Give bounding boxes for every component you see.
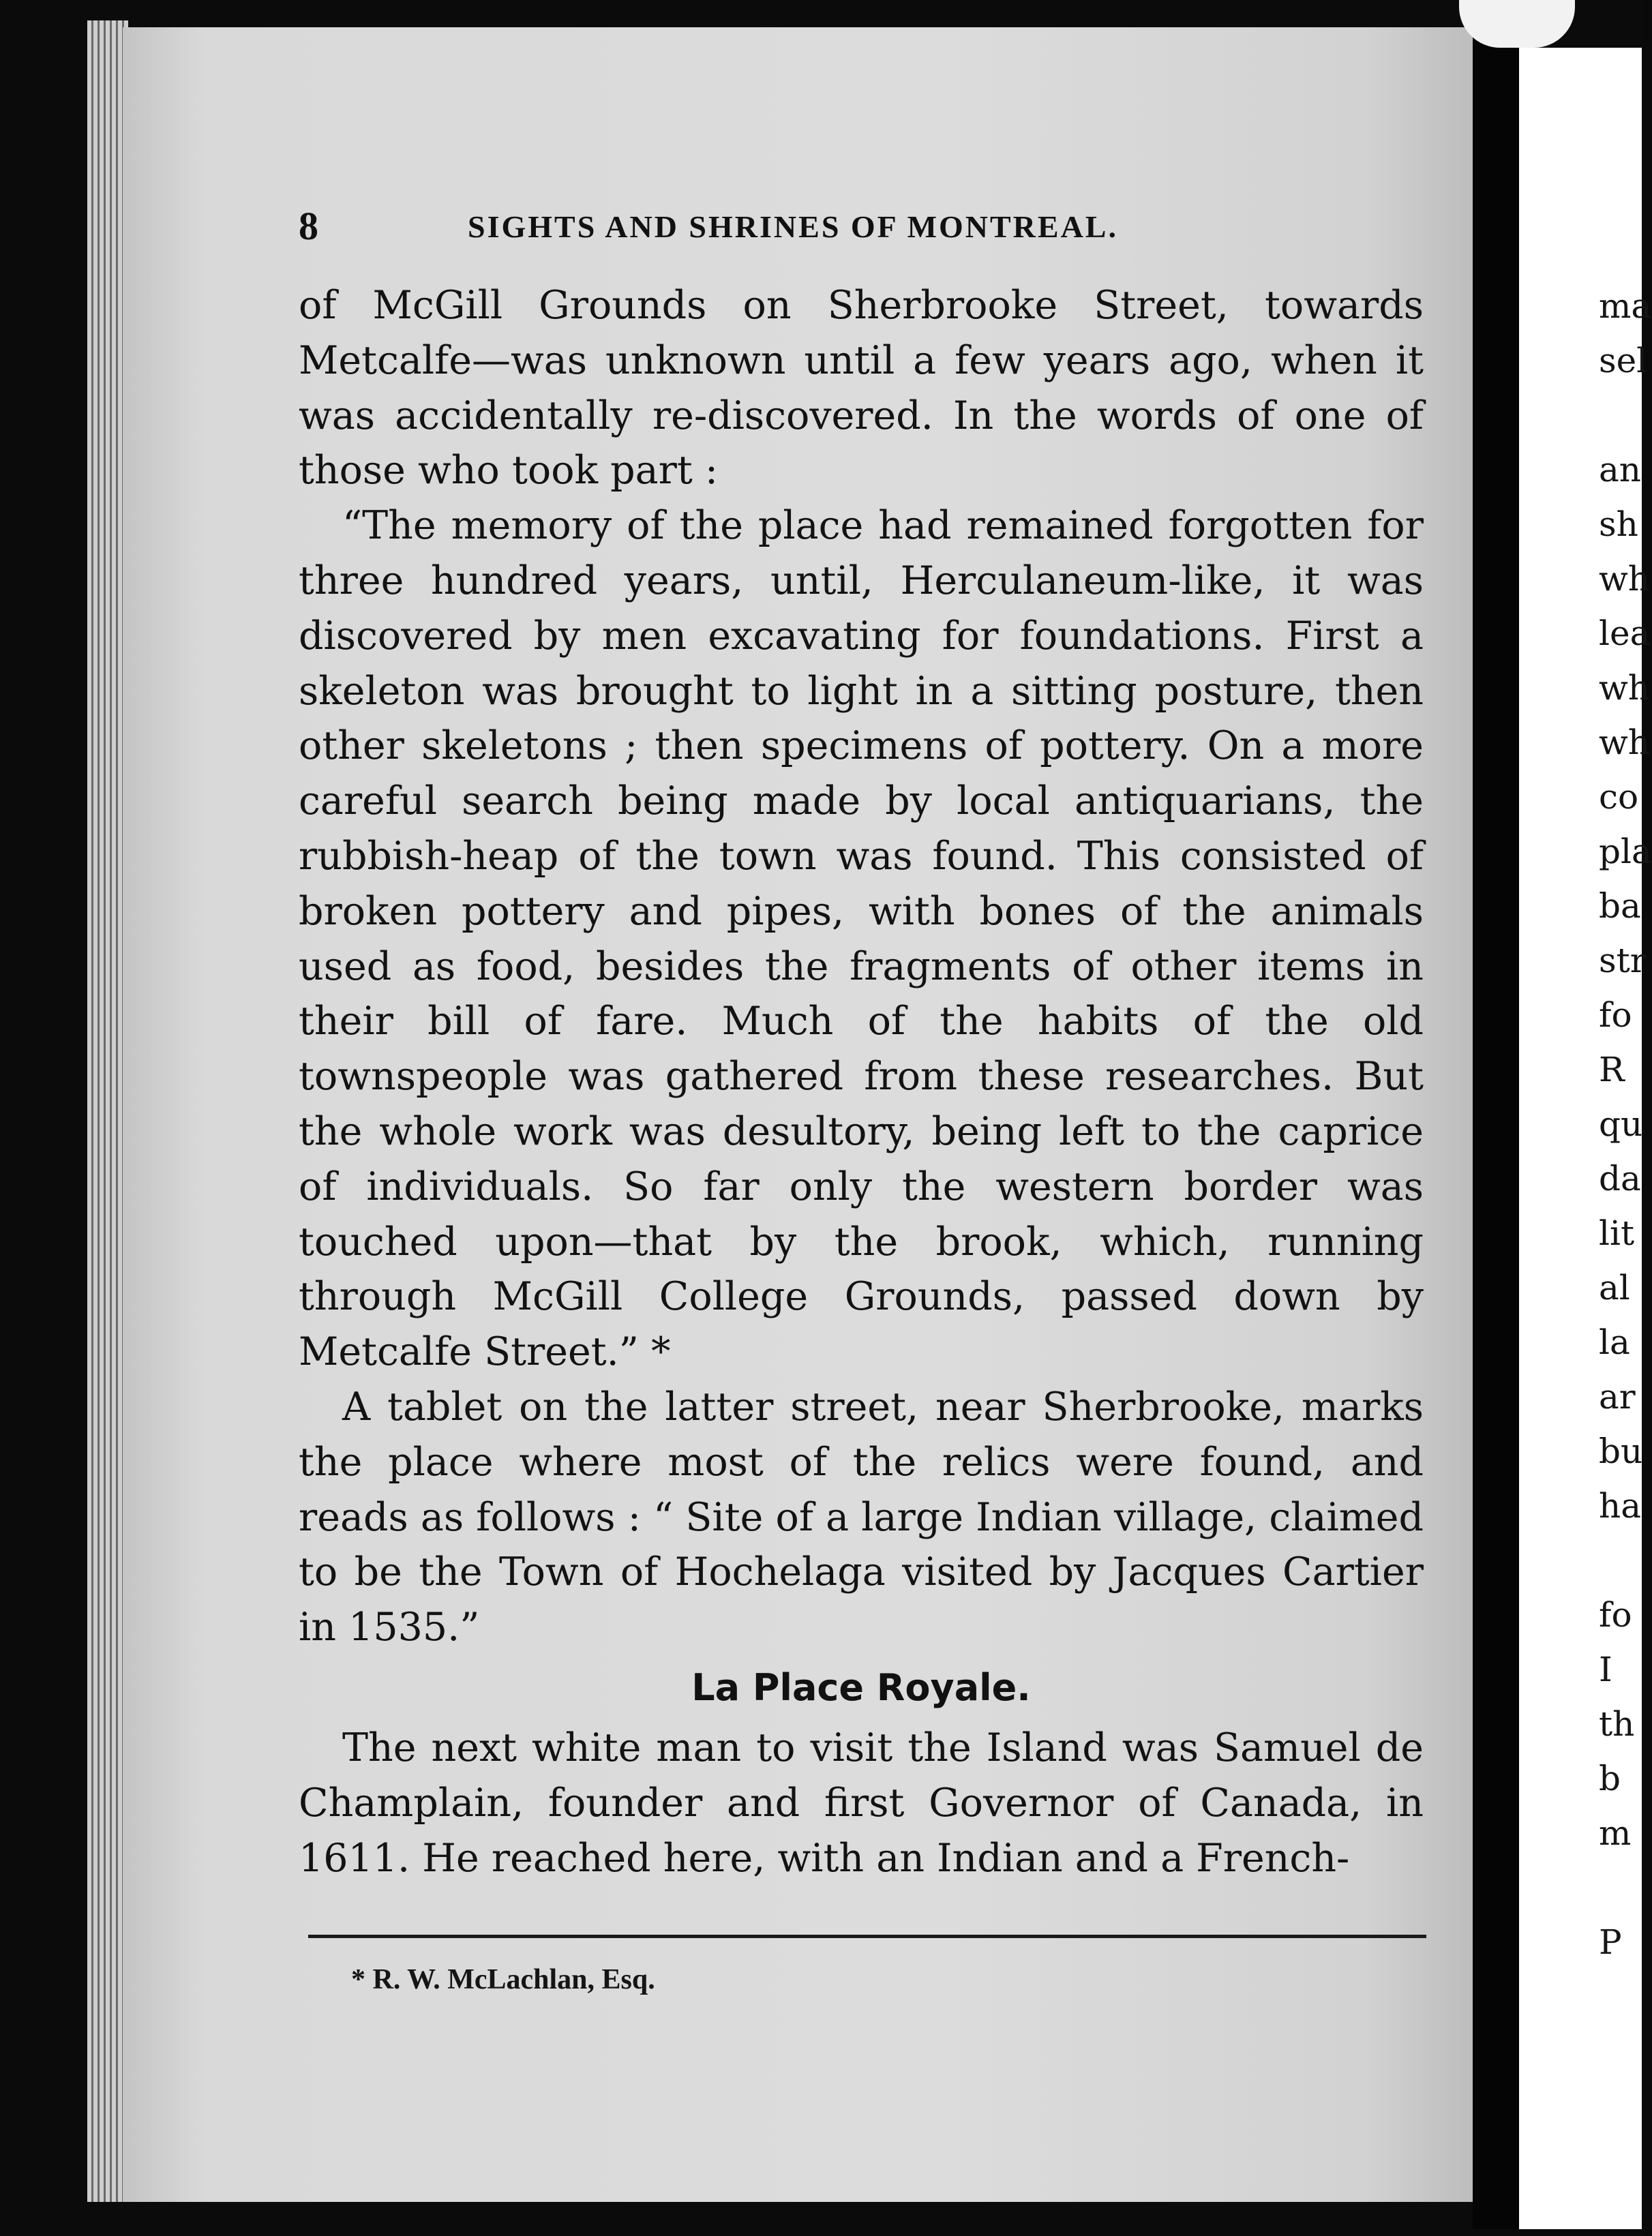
facing-page-fragment: R [1599, 1050, 1625, 1089]
page-corner-notch [1459, 0, 1575, 48]
facing-page-fragment: wh [1599, 668, 1650, 708]
facing-page-fragment: fo [1599, 995, 1632, 1035]
facing-page-fragment: da [1599, 1159, 1641, 1198]
facing-page-fragment: P [1599, 1922, 1622, 1962]
facing-page-fragment: lit [1599, 1213, 1635, 1253]
footnote-rule [308, 1935, 1426, 1938]
facing-page-fragment: ma [1599, 286, 1652, 326]
facing-page-fragment: m [1599, 1813, 1632, 1853]
facing-page-fragment: bu [1599, 1432, 1643, 1471]
page-edges [87, 20, 128, 2202]
facing-page-fragment: str [1599, 941, 1647, 980]
running-title: SIGHTS AND SHRINES OF MONTREAL. [468, 209, 1118, 244]
paragraph-champlain: The next white man to visit the Island was Samuel de Champlain, founder and first Governor of Canada, in 1611. He reached here, with an Indian and a French- [299, 1725, 1424, 1881]
facing-page-fragment: sel [1599, 341, 1648, 380]
facing-page-fragment: al [1599, 1268, 1630, 1308]
paragraph-tablet: A tablet on the latter street, near Sherbrooke, marks the place where most of the relics were found, and reads as follows : “ Site of a large Indian village, claimed to be the Town of Hochelaga visited by Jacques Cartier in 1535.” [299, 1384, 1424, 1650]
facing-page-fragment: la [1599, 1323, 1630, 1362]
paragraph-continuation: of McGill Grounds on Sherbrooke Street, towards Metcalfe—was unknown until a few years ago, when it was accidentally re-discovered. In the words of one of those who took part : [299, 283, 1424, 494]
facing-page-fragment: fo [1599, 1595, 1632, 1635]
paragraph-quotation: “The memory of the place had remained forgotten for three hundred years, until, Herculaneum-like, it was discovered by men excavating for foundations. First a skeleton was brought to light in a sitting posture, then other skeletons ; then specimens of pottery. On a more careful search being made by local antiquarians, the rubbish-heap of the town was found. This consisted of broken pottery and pipes, with bones of the animals used as food, besides the fragments of other items in their bill of fare. Much of the habits of the old townspeople was gathered from these researches. But the whole work was desultory, being left to the caprice of individuals. So far only the western border was touched upon—that by the brook, which, running through McGill College Grounds, passed down by Metcalfe Street.” * [299, 503, 1424, 1375]
body-text [299, 278, 1424, 1886]
section-heading: La Place Royale. [691, 1665, 1031, 1709]
facing-page-fragment: I [1599, 1650, 1612, 1689]
facing-page-fragment: pla [1599, 832, 1652, 871]
facing-page-fragment: an [1599, 450, 1642, 489]
facing-page-fragment: ba [1599, 886, 1641, 926]
facing-page-fragment: wh [1599, 559, 1650, 599]
facing-page-fragment: qu [1599, 1104, 1643, 1144]
facing-page-fragment: b [1599, 1759, 1621, 1798]
gutter-shadow [1473, 41, 1519, 2229]
facing-page-fragment: lea [1599, 614, 1651, 653]
running-head [299, 203, 1267, 251]
facing-page-fragment: th [1599, 1704, 1635, 1744]
footnote: * R. W. McLachlan, Esq. [351, 1964, 655, 1995]
facing-page-fragment: wh [1599, 723, 1650, 762]
page-number: 8 [299, 204, 318, 248]
facing-page-fragment: ar [1599, 1377, 1636, 1417]
facing-page-fragment: co [1599, 777, 1639, 817]
facing-page-fragment: ha [1599, 1486, 1642, 1526]
facing-page-fragment: sh [1599, 504, 1638, 544]
